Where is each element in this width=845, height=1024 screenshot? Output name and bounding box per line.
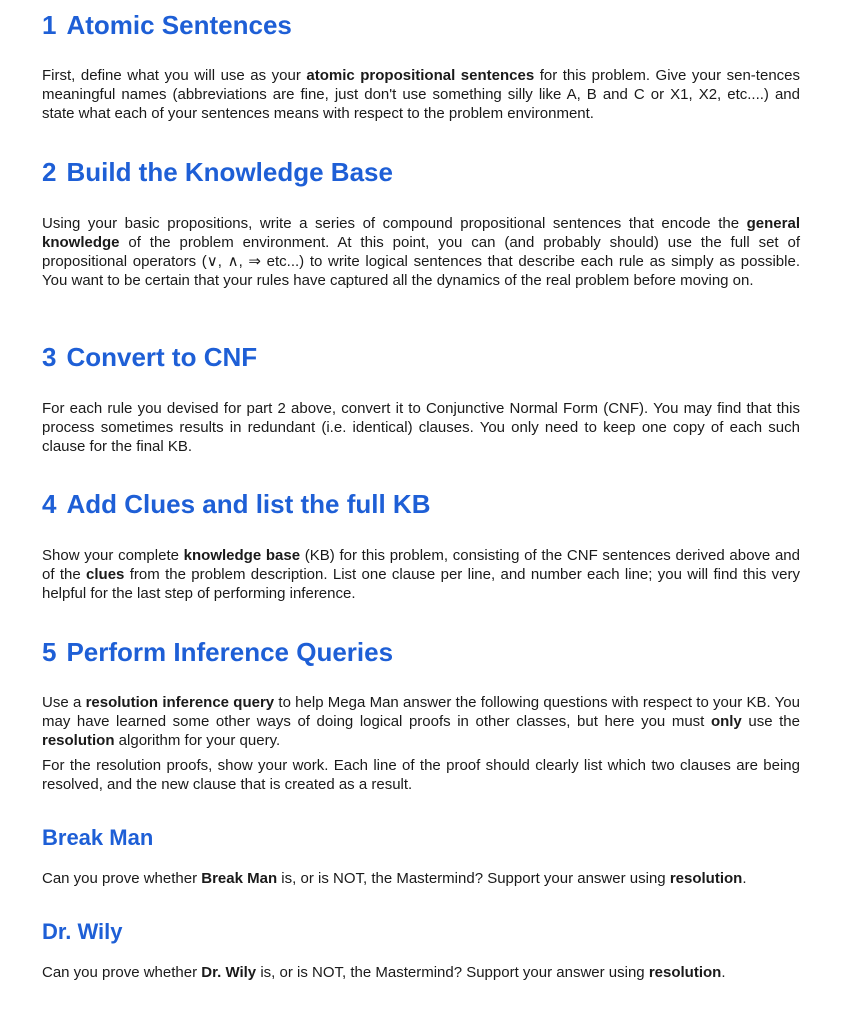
bold-term: resolution bbox=[42, 732, 115, 749]
section-2-heading bbox=[42, 157, 393, 188]
section-5-paragraph bbox=[42, 693, 800, 750]
section-number: 4 bbox=[42, 489, 57, 519]
section-title: Perform Inference Queries bbox=[66, 637, 394, 667]
text-run: Can you prove whether bbox=[42, 870, 202, 887]
section-4-heading bbox=[42, 489, 430, 520]
bold-term: atomic propositional sentences bbox=[306, 67, 535, 84]
subsection-dr-wily-heading: Dr. Wily bbox=[42, 919, 123, 944]
text-run: to help Mega Man answer the following questions with respect to your KB. You may have learned some other ways of doing logical proofs in other classes, but here you must bbox=[42, 694, 800, 730]
section-number: 5 bbox=[42, 637, 57, 667]
section-3-heading bbox=[42, 342, 257, 373]
section-2-paragraph bbox=[42, 214, 800, 290]
text-run: of the problem environment. At this point, you can (and probably should) use the full set of propositional operators (∨, ∧, ⇒ etc...) to write logical sentences that describe each rule as simply as possible. You want to be certain that your rules have captured all the dynamics of the real problem before moving on. bbox=[42, 234, 800, 289]
text-run: is, or is NOT, the Mastermind? Support your answer using bbox=[277, 870, 670, 887]
text-run: Use a bbox=[42, 694, 86, 711]
subsection-break-man-heading: Break Man bbox=[42, 825, 154, 850]
section-title: Convert to CNF bbox=[66, 342, 258, 372]
bold-term: Dr. Wily bbox=[201, 964, 257, 981]
section-4-paragraph bbox=[42, 546, 800, 603]
section-number: 1 bbox=[42, 10, 57, 40]
text-run: For each rule you devised for part 2 above, convert it to Conjunctive Normal Form (CNF). You may find that this process sometimes results in redundant (i.e. identical) clauses. You only need to keep one copy of each such clause for the final KB. bbox=[42, 400, 800, 455]
section-title: Build the Knowledge Base bbox=[66, 157, 393, 187]
bold-term: only bbox=[710, 713, 742, 730]
subsection-dr-wily-question bbox=[42, 963, 800, 982]
text-run: (KB) for this problem, consisting of the CNF sentences derived above and of the bbox=[42, 547, 800, 583]
section-5-heading bbox=[42, 637, 393, 668]
text-run: . bbox=[742, 870, 747, 887]
section-1-heading bbox=[42, 10, 292, 41]
bold-term: clues bbox=[86, 566, 125, 583]
text-run: is, or is NOT, the Mastermind? Support your answer using bbox=[256, 964, 649, 981]
section-title: Atomic Sentences bbox=[66, 10, 292, 40]
text-run: from the problem description. List one clause per line, and number each line; you will find this very helpful for the last step of performing inference. bbox=[42, 566, 800, 602]
section-3-paragraph bbox=[42, 399, 800, 456]
text-run: Can you prove whether bbox=[42, 964, 202, 981]
section-1-paragraph bbox=[42, 66, 800, 123]
text-run: use the bbox=[741, 713, 800, 730]
section-number: 3 bbox=[42, 342, 57, 372]
text-run: . bbox=[721, 964, 726, 981]
bold-term: Break Man bbox=[201, 870, 278, 887]
text-run: Show your complete bbox=[42, 547, 184, 564]
section-5-paragraph-2: For the resolution proofs, show your work. Each line of the proof should clearly list which two clauses are being resolved, and the new clause that is created as a result. bbox=[42, 757, 800, 793]
bold-term: resolution bbox=[669, 870, 743, 887]
text-run: algorithm for your query. bbox=[114, 732, 281, 749]
section-title: Add Clues and list the full KB bbox=[66, 489, 431, 519]
section-number: 2 bbox=[42, 157, 57, 187]
subsection-break-man-question bbox=[42, 869, 800, 888]
bold-term: knowledge base bbox=[183, 547, 301, 564]
bold-term: general knowledge bbox=[42, 215, 800, 251]
text-run: Using your basic propositions, write a series of compound propositional sentences that encode the bbox=[42, 215, 747, 232]
text-run: First, define what you will use as your bbox=[42, 67, 307, 84]
text-run: for this problem. Give your sen-tences meaningful names (abbreviations are fine, just don't use something silly like A, B and C or X1, X2, etc....) and state what each of your sentences means with respect to the problem environment. bbox=[42, 67, 800, 122]
bold-term: resolution bbox=[648, 964, 722, 981]
bold-term: resolution inference query bbox=[85, 694, 275, 711]
